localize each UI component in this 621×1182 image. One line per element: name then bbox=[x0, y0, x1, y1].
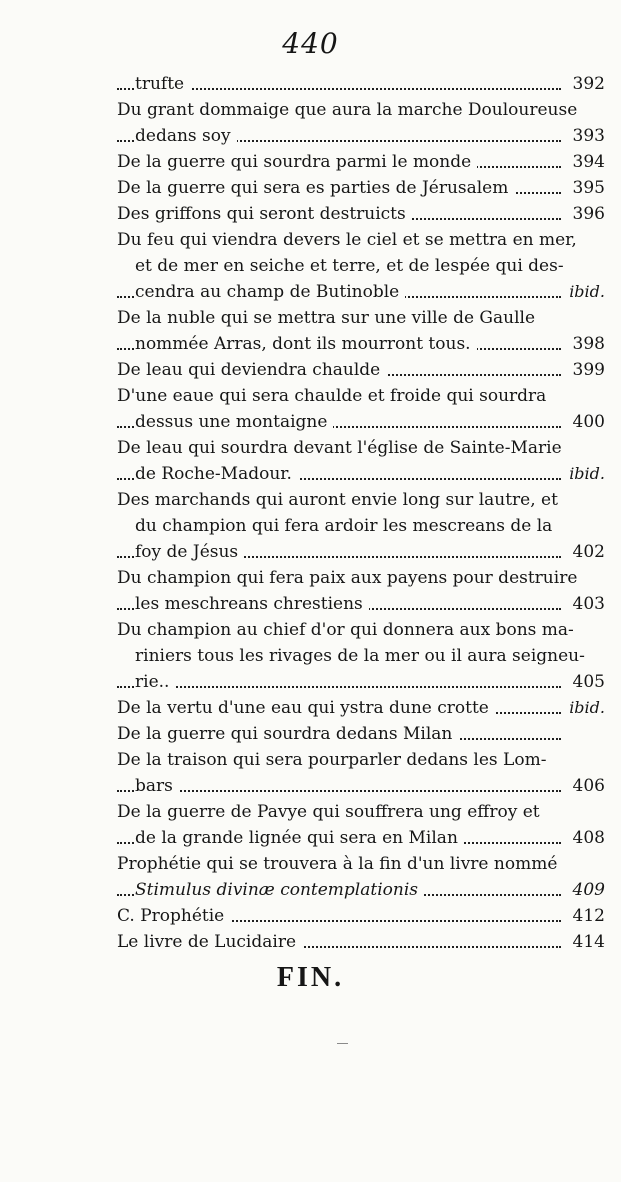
toc-page-reference: 406 bbox=[569, 773, 605, 799]
toc-entry-line bbox=[117, 149, 605, 175]
toc-entry-line bbox=[117, 175, 605, 201]
toc-entry-line bbox=[117, 539, 605, 565]
toc-page-reference: 398 bbox=[569, 331, 605, 357]
toc-entry-text: D'une eaue qui sera chaulde et froide qui sourdra bbox=[117, 386, 552, 406]
page-number: 440 bbox=[282, 27, 339, 60]
toc-entry-line bbox=[117, 669, 605, 695]
toc-entry-text: et de mer en seiche et terre, et de lespée qui des- bbox=[135, 256, 570, 276]
toc-entry-line bbox=[117, 903, 605, 929]
dot-leader bbox=[117, 790, 561, 792]
toc-entry-line bbox=[117, 773, 605, 799]
toc-page-reference: ibid. bbox=[565, 695, 605, 721]
toc-entry-text: du champion qui fera ardoir les mescreans de la bbox=[135, 516, 558, 536]
toc-entry-line bbox=[117, 227, 605, 253]
toc-entry-text: Prophétie qui se trouvera à la fin d'un livre nommé bbox=[117, 854, 563, 874]
toc-page-reference: ibid. bbox=[565, 461, 605, 487]
toc-entry-text: dedans soy bbox=[135, 126, 237, 146]
toc-page-reference: 395 bbox=[569, 175, 605, 201]
toc-entry-line bbox=[117, 123, 605, 149]
toc-entry-line bbox=[117, 513, 605, 539]
toc-entry-line bbox=[117, 71, 605, 97]
table-of-contents bbox=[117, 71, 605, 955]
toc-entry-text: De la guerre qui sera es parties de Jérusalem bbox=[117, 178, 514, 198]
toc-entry-line bbox=[117, 591, 605, 617]
toc-entry-text: De la guerre qui sourdra dedans Milan bbox=[117, 724, 458, 744]
toc-entry-text: foy de Jésus bbox=[135, 542, 244, 562]
toc-entry-text: Des marchands qui auront envie long sur lautre, et bbox=[117, 490, 564, 510]
toc-entry-line bbox=[117, 357, 605, 383]
toc-entry-line bbox=[117, 825, 605, 851]
toc-entry-line bbox=[117, 201, 605, 227]
toc-entry-text: de la grande lignée qui sera en Milan bbox=[135, 828, 464, 848]
toc-entry-text: de Roche-Madour. bbox=[135, 464, 298, 484]
toc-entry-text: De la guerre qui sourdra parmi le monde bbox=[117, 152, 477, 172]
toc-entry-line bbox=[117, 253, 605, 279]
toc-entry-text: De leau qui sourdra devant l'église de Sainte-Marie bbox=[117, 438, 568, 458]
toc-entry-line bbox=[117, 435, 605, 461]
toc-entry-line bbox=[117, 461, 605, 487]
toc-page-reference: 392 bbox=[569, 71, 605, 97]
toc-entry-line bbox=[117, 565, 605, 591]
toc-page-reference: 393 bbox=[569, 123, 605, 149]
toc-entry-line bbox=[117, 695, 605, 721]
toc-entry-text: Du champion qui fera paix aux payens pour destruire bbox=[117, 568, 583, 588]
toc-entry-text: rie.. bbox=[135, 672, 175, 692]
toc-entry-text: les meschreans chrestiens bbox=[135, 594, 369, 614]
toc-entry-text: dessus une montaigne bbox=[135, 412, 333, 432]
toc-entry-line bbox=[117, 279, 605, 305]
toc-entry-line bbox=[117, 409, 605, 435]
toc-entry-text: trufte bbox=[135, 74, 190, 94]
toc-page-reference: 412 bbox=[569, 903, 605, 929]
toc-entry-line bbox=[117, 383, 605, 409]
toc-entry-text: De la nuble qui se mettra sur une ville de Gaulle bbox=[117, 308, 541, 328]
toc-entry-text: De la guerre de Pavye qui souffrera ung effroy et bbox=[117, 802, 546, 822]
toc-entry-line bbox=[117, 643, 605, 669]
toc-entry-text: nommée Arras, dont ils mourront tous. bbox=[135, 334, 477, 354]
toc-entry-line bbox=[117, 799, 605, 825]
toc-page-reference: 405 bbox=[569, 669, 605, 695]
toc-entry-line bbox=[117, 617, 605, 643]
toc-entry-text: Stimulus divinæ contemplationis bbox=[135, 880, 424, 900]
toc-page-reference: 409 bbox=[569, 877, 605, 903]
toc-entry-text: De la vertu d'une eau qui ystra dune crotte bbox=[117, 698, 495, 718]
toc-entry-line bbox=[117, 929, 605, 955]
fin-heading: FIN. bbox=[276, 962, 345, 993]
toc-entry-text: Des griffons qui seront destruicts bbox=[117, 204, 412, 224]
toc-entry-line bbox=[117, 305, 605, 331]
toc-entry-text: Le livre de Lucidaire bbox=[117, 932, 302, 952]
toc-page-reference: 414 bbox=[569, 929, 605, 955]
dot-leader bbox=[117, 686, 561, 688]
toc-page-reference: 408 bbox=[569, 825, 605, 851]
toc-entry-text: C. Prophétie bbox=[117, 906, 230, 926]
toc-entry-line bbox=[117, 721, 605, 747]
toc-entry-text: Du champion au chief d'or qui donnera aux bons ma- bbox=[117, 620, 580, 640]
toc-entry-text: cendra au champ de Butinoble bbox=[135, 282, 405, 302]
toc-entry-line bbox=[117, 851, 605, 877]
toc-entry-text: riniers tous les rivages de la mer ou il aura seigneu- bbox=[135, 646, 591, 666]
closing-rule bbox=[337, 1043, 348, 1044]
toc-entry-text: Du grant dommaige que aura la marche Douloureuse bbox=[117, 100, 583, 120]
toc-entry-line bbox=[117, 877, 605, 903]
toc-entry-text: De la traison qui sera pourparler dedans les Lom- bbox=[117, 750, 552, 770]
toc-entry-line bbox=[117, 331, 605, 357]
toc-page-reference: 403 bbox=[569, 591, 605, 617]
toc-entry-line bbox=[117, 487, 605, 513]
toc-entry-line bbox=[117, 97, 605, 123]
toc-entry-text: De leau qui deviendra chaulde bbox=[117, 360, 386, 380]
toc-entry-line bbox=[117, 747, 605, 773]
toc-page-reference: 399 bbox=[569, 357, 605, 383]
toc-page-reference: 402 bbox=[569, 539, 605, 565]
toc-entry-text: Du feu qui viendra devers le ciel et se mettra en mer, bbox=[117, 230, 583, 250]
toc-page-reference: 394 bbox=[569, 149, 605, 175]
toc-page-reference: 400 bbox=[569, 409, 605, 435]
toc-entry-text: bars bbox=[135, 776, 179, 796]
toc-page-reference: ibid. bbox=[565, 279, 605, 305]
toc-page-reference: 396 bbox=[569, 201, 605, 227]
